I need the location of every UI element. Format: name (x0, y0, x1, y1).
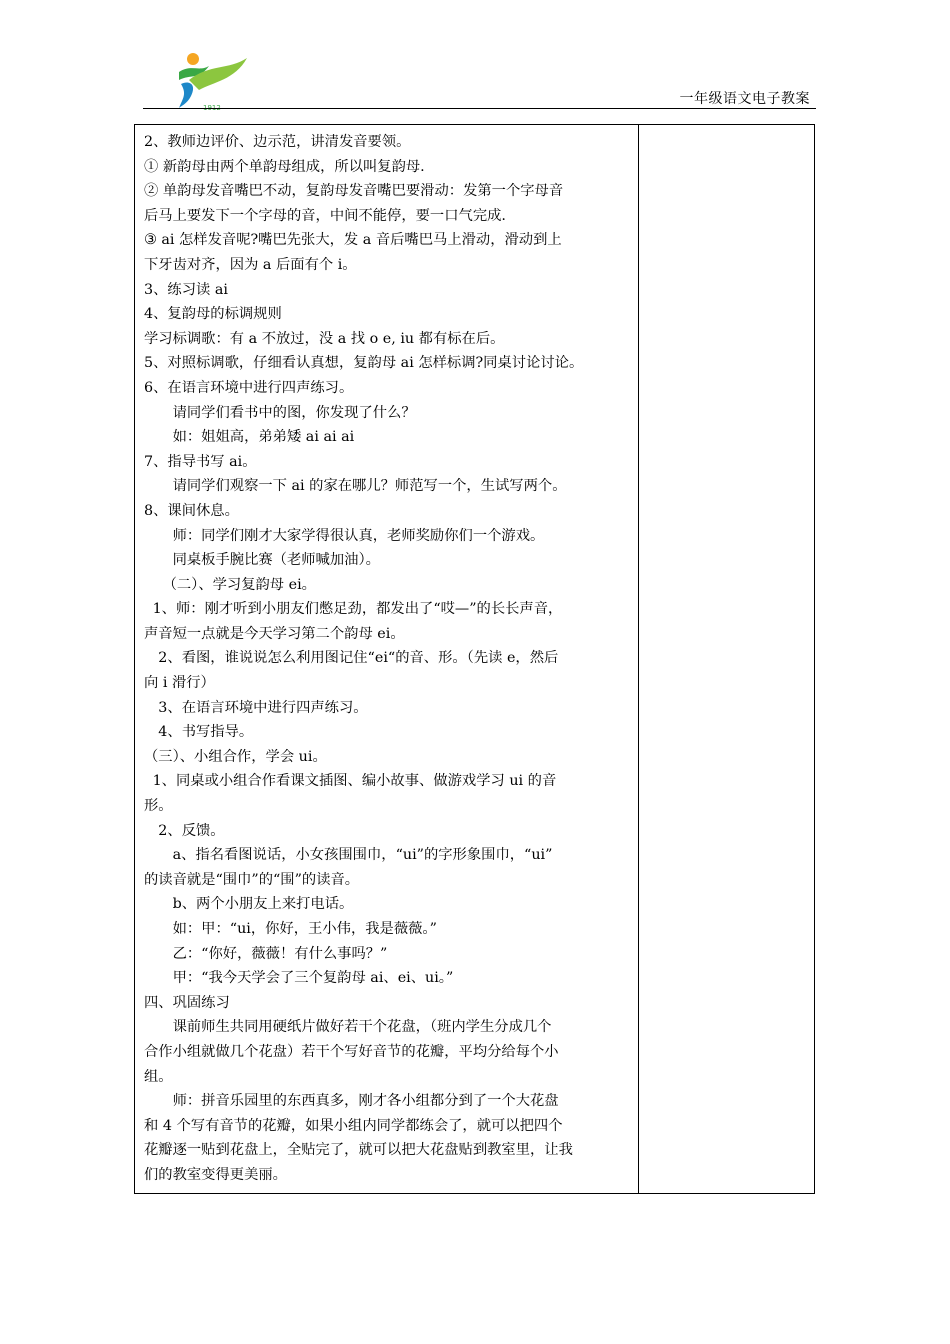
lesson-line: 合作小组就做几个花盘）若干个写好音节的花瓣，平均分给每个小 (144, 1043, 559, 1060)
school-logo (169, 50, 249, 112)
lesson-line: a、指名看图说话，小女孩围围巾，“ui”的字形象围巾，“ui” (172, 847, 553, 864)
lesson-line: b、两个小朋友上来打电话。 (172, 896, 354, 913)
lesson-line: ② 单韵母发音嘴巴不动，复韵母发音嘴巴要滑动：发第一个字母音 (144, 183, 564, 200)
lesson-line: 3、练习读 ai (144, 281, 228, 298)
lesson-line: 1、师：刚才听到小朋友们憋足劲，都发出了“哎—”的长长声音， (152, 601, 563, 618)
lesson-line: 2、反馈。 (158, 822, 225, 839)
lesson-line: 3、在语言环境中进行四声练习。 (158, 699, 368, 716)
lesson-line: 们的教室变得更美丽。 (144, 1166, 287, 1183)
lesson-line: 1、同桌或小组合作看课文插图、编小故事、做游戏学习 ui 的音 (152, 773, 557, 790)
lesson-line: （三）、小组合作，学会 ui。 (144, 748, 327, 765)
lesson-line: 甲：“我今天学会了三个复韵母 ai、ei、ui。” (172, 970, 454, 987)
lesson-line: 向 i 滑行） (144, 675, 215, 692)
lesson-line: 声音短一点就是今天学习第二个韵母 ei。 (144, 625, 405, 642)
lesson-line: 师：同学们刚才大家学得很认真，老师奖励你们一个游戏。 (172, 527, 545, 544)
page-header (143, 50, 816, 112)
lesson-line: 乙：“你好，薇薇！有什么事吗？” (172, 945, 388, 962)
lesson-line: 师：拼音乐园里的东西真多，刚才各小组都分到了一个大花盘 (172, 1093, 559, 1110)
header-rule (143, 108, 816, 109)
lesson-line: 请同学们观察一下 ai 的家在哪儿？师范写一个，生试写两个。 (172, 478, 567, 495)
lesson-line: （二）、学习复韵母 ei。 (162, 576, 316, 593)
lesson-line: 同桌板手腕比赛（老师喊加油）。 (172, 552, 380, 569)
lesson-line: ③ ai 怎样发音呢?嘴巴先张大，发 a 音后嘴巴马上滑动，滑动到上 (144, 232, 562, 249)
lesson-line: 2、看图，谁说说怎么利用图记住“ei“的音、形。（先读 e，然后 (158, 650, 559, 667)
lesson-line: 6、在语言环境中进行四声练习。 (144, 379, 354, 396)
lesson-line: 5、对照标调歌，仔细看认真想，复韵母 ai 怎样标调?同桌讨论讨论。 (144, 355, 584, 372)
lesson-line: 组。 (144, 1068, 173, 1085)
lesson-line: 的读音就是“围巾”的“围”的读音。 (144, 871, 360, 888)
lesson-line: ① 新韵母由两个单韵母组成，所以叫复韵母. (144, 158, 425, 175)
column-divider (638, 125, 639, 1193)
lesson-line: 和 4 个写有音节的花瓣，如果小组内同学都练会了，就可以把四个 (144, 1117, 563, 1134)
lesson-line: 7、指导书写 ai。 (144, 453, 257, 470)
lesson-line: 学习标调歌：有 a 不放过，没 a 找 o e, iu 都有标在后。 (144, 330, 505, 347)
lesson-line: 2、教师边评价、边示范，讲清发音要领。 (144, 134, 411, 150)
lesson-line: 如：姐姐高，弟弟矮 ai ai ai (172, 429, 355, 446)
lesson-line: 下牙齿对齐，因为 a 后面有个 i。 (144, 256, 357, 273)
lesson-line: 8、课间休息。 (144, 502, 239, 519)
lesson-line: 形。 (144, 798, 173, 815)
lesson-line: 4、复韵母的标调规则 (144, 306, 282, 323)
lesson-line: 后马上要发下一个字母的音，中间不能停，要一口气完成. (144, 207, 506, 224)
lesson-line: 四、巩固练习 (144, 994, 230, 1011)
lesson-line: 请同学们看书中的图，你发现了什么？ (172, 404, 416, 421)
svg-text:1912: 1912 (203, 104, 221, 112)
header-title: 一年级语文电子教案 (679, 91, 810, 107)
lesson-line: 4、书写指导。 (158, 724, 254, 741)
lesson-line: 课前师生共同用硬纸片做好若干个花盘，（班内学生分成几个 (172, 1019, 552, 1036)
lesson-table (134, 124, 815, 1194)
lesson-line: 如：甲：“ui，你好，王小伟，我是薇薇。” (172, 921, 437, 937)
lesson-line: 花瓣逐一贴到花盘上，全贴完了，就可以把大花盘贴到教室里，让我 (144, 1142, 573, 1159)
lesson-content (144, 130, 634, 1188)
